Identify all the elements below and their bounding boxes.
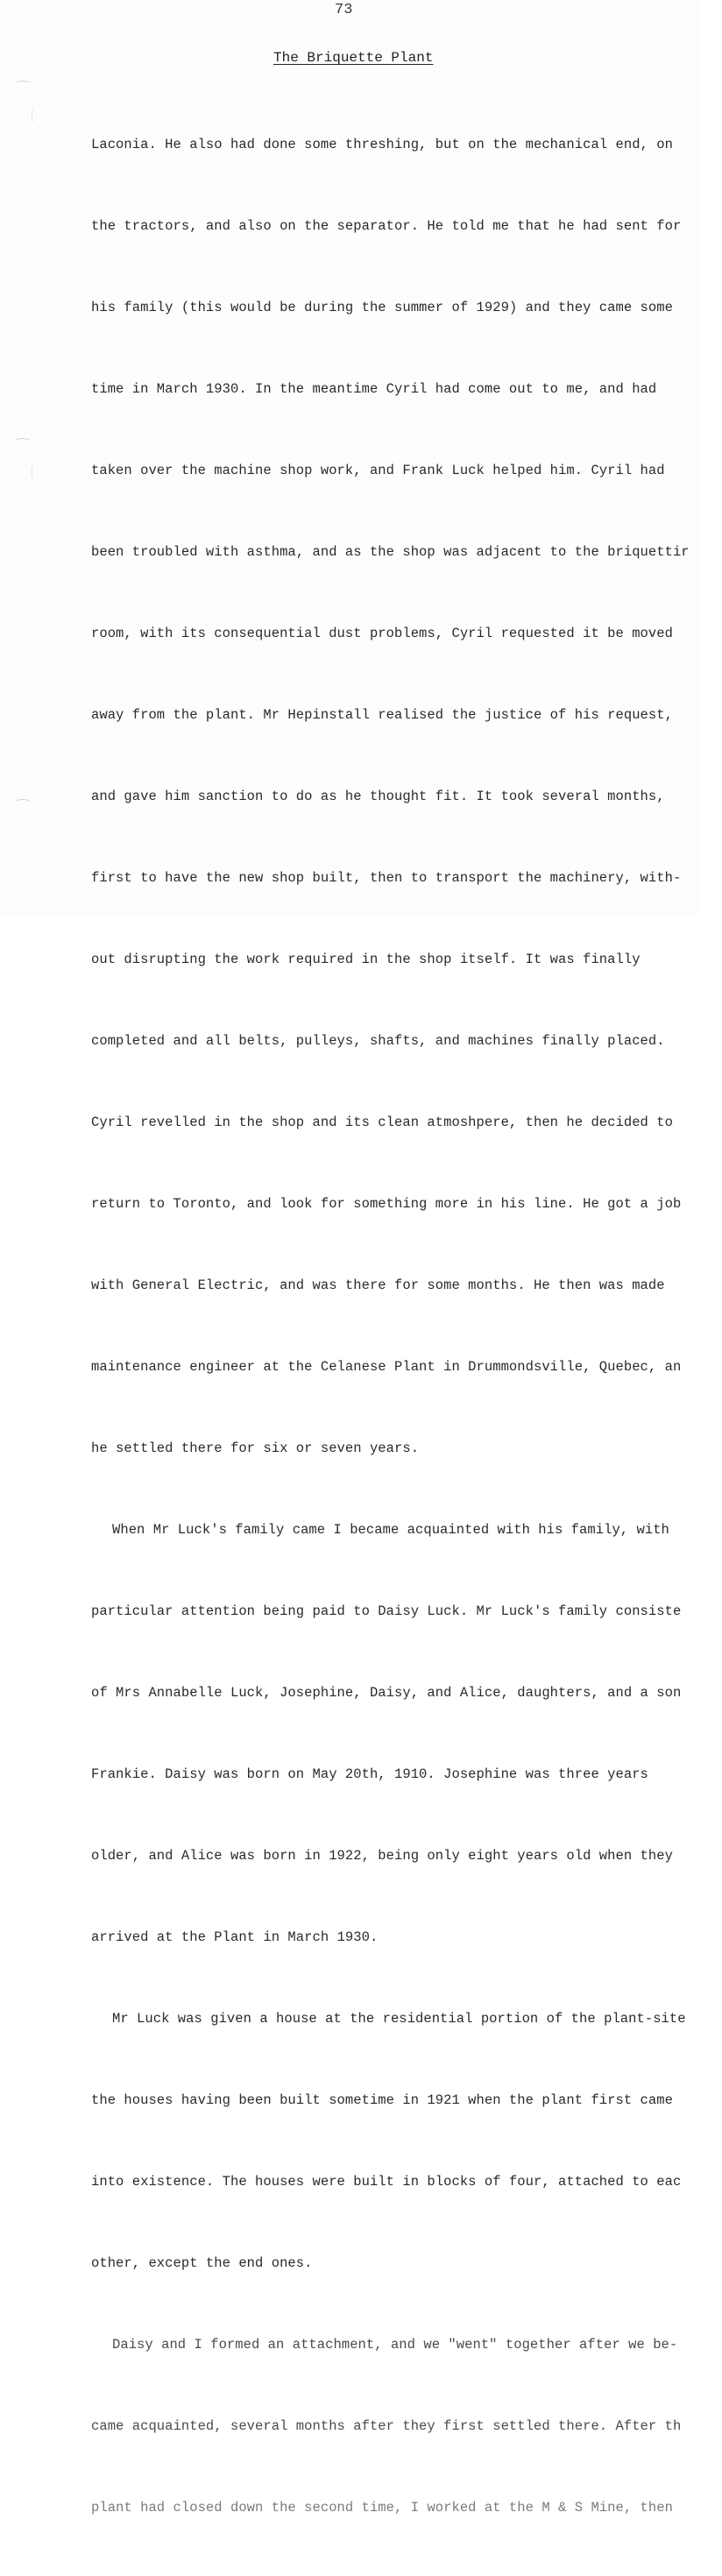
text-line: older, and Alice was born in 1922, being only eight years old when they — [91, 1848, 673, 1864]
paragraph-start-line: Mr Luck was given a house at the residential portion of the plant-site — [112, 2011, 686, 2027]
text-line: the tractors, and also on the separator. He told me that he had sent for — [91, 218, 682, 234]
text-line: the houses having been built sometime in 1921 when the plant first came — [91, 2092, 673, 2108]
binder-hole-mark — [14, 438, 32, 446]
text-line: away from the plant. Mr Hepinstall realised the justice of his request, — [91, 707, 673, 723]
margin-tick-mark — [32, 464, 38, 480]
binder-hole-mark — [14, 81, 32, 88]
text-line: Cyril revelled in the shop and its clean atmoshpere, then he decided to — [91, 1115, 673, 1130]
page-number: 73 — [335, 2, 353, 18]
text-line: return to Toronto, and look for something more in his line. He got a job — [91, 1196, 682, 1212]
text-line: into existence. The houses were built in blocks of four, attached to eac — [91, 2174, 682, 2190]
text-line: room, with its consequential dust problems, Cyril requested it be moved — [91, 626, 673, 641]
page-title: The Briquette Plant — [273, 50, 434, 66]
text-line: Frankie. Daisy was born on May 20th, 1910. Josephine was three years — [91, 1766, 648, 1782]
text-line: time in March 1930. In the meantime Cyril had come out to me, and had — [91, 381, 657, 397]
margin-tick-mark — [32, 107, 38, 123]
text-line: been troubled with asthma, and as the shop was adjacent to the briquettir — [91, 544, 690, 560]
binder-hole-mark — [14, 799, 32, 807]
body-text — [91, 77, 722, 2576]
text-line: other, except the end ones. — [91, 2255, 313, 2271]
paragraph-start-line: Daisy and I formed an attachment, and we "went" together after we be- — [112, 2337, 678, 2353]
text-line: first to have the new shop built, then to transport the machinery, with- — [91, 870, 682, 886]
text-line: taken over the machine shop work, and Frank Luck helped him. Cyril had — [91, 463, 665, 478]
text-line: Laconia. He also had done some threshing, but on the mechanical end, on — [91, 137, 673, 152]
text-line: his family (this would be during the summer of 1929) and they came some — [91, 300, 673, 315]
text-line: of Mrs Annabelle Luck, Josephine, Daisy, and Alice, daughters, and a son — [91, 1685, 682, 1701]
text-line: out disrupting the work required in the shop itself. It was finally — [91, 952, 641, 967]
text-line: with General Electric, and was there for some months. He then was made — [91, 1277, 665, 1293]
text-line: and gave him sanction to do as he thought fit. It took several months, — [91, 789, 665, 804]
text-line: arrived at the Plant in March 1930. — [91, 1929, 379, 1945]
text-line: maintenance engineer at the Celanese Plant in Drummondsville, Quebec, an — [91, 1359, 682, 1375]
text-line: particular attention being paid to Daisy Luck. Mr Luck's family consiste — [91, 1603, 682, 1619]
paragraph-start-line: When Mr Luck's family came I became acquainted with his family, with — [112, 1522, 669, 1538]
text-line: plant had closed down the second time, I worked at the M & S Mine, then — [91, 2500, 673, 2516]
text-line: he settled there for six or seven years. — [91, 1440, 420, 1456]
text-line: completed and all belts, pulleys, shafts, and machines finally placed. — [91, 1033, 665, 1049]
text-line: came acquainted, several months after they first settled there. After th — [91, 2418, 682, 2434]
